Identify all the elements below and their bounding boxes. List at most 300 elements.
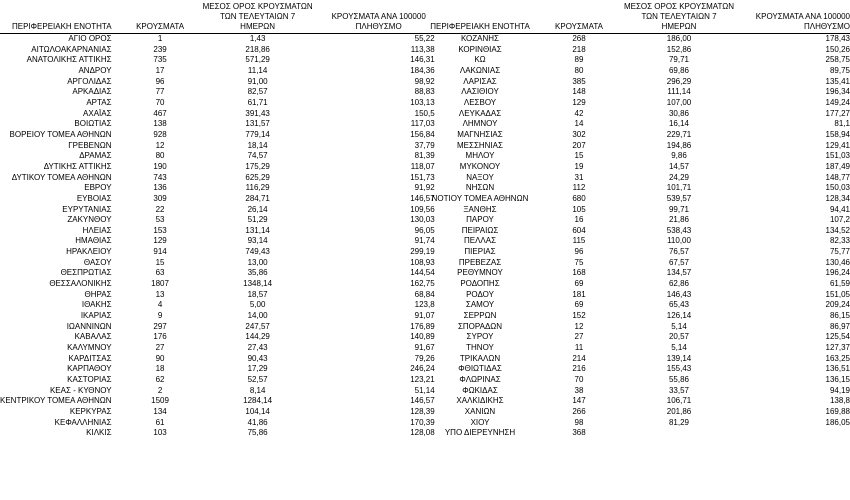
- cell-avg-7-days: 20,57: [668, 332, 690, 342]
- cell-per-100k: 156,84: [410, 129, 435, 139]
- cell-cases: 268: [572, 34, 586, 43]
- cell-per-100k: 113,38: [410, 44, 435, 54]
- table-row: [0, 55, 445, 66]
- table-row: [0, 151, 445, 162]
- cell-per-100k: 130,03: [410, 215, 435, 225]
- cell-per-100k: 125,54: [825, 332, 850, 342]
- table-row: [0, 375, 445, 386]
- table-row: [425, 34, 850, 45]
- cell-cases: 12: [574, 321, 584, 331]
- table-row: [0, 364, 445, 375]
- cell-avg-7-days: 107,00: [666, 97, 692, 107]
- cell-cases: 1807: [151, 279, 169, 289]
- table-row: [0, 205, 445, 216]
- cell-per-100k: 187,49: [825, 161, 850, 171]
- cell-avg-7-days: 139,14: [666, 353, 692, 363]
- cell-avg-7-days: 16,14: [668, 119, 690, 129]
- cell-cases: 69: [574, 279, 584, 289]
- table-row: [425, 151, 850, 162]
- table-row: [425, 226, 850, 237]
- table-row: [425, 418, 850, 429]
- cell-cases: 136: [153, 183, 167, 193]
- table-row: [425, 109, 850, 120]
- cell-per-100k: [735, 428, 850, 439]
- cell-cases: 98: [574, 417, 584, 427]
- cell-region: ΜΕΣΣΗΝΙΑΣ: [457, 140, 503, 150]
- cell-cases: 1509: [151, 396, 169, 406]
- table-row: [0, 183, 445, 194]
- cell-cases: 12: [155, 140, 165, 150]
- header-region: ΠΕΡΙΦΕΡΕΙΑΚΗ ΕΝΟΤΗΤΑ: [0, 0, 118, 34]
- cell-cases: 42: [574, 108, 584, 118]
- header-cases: ΚΡΟΥΣΜΑΤΑ: [118, 0, 203, 34]
- cell-cases: 309: [153, 193, 167, 203]
- cell-per-100k: 91,74: [414, 236, 435, 246]
- cell-per-100k: 98,92: [414, 76, 435, 86]
- cell-region: ΣΥΡΟΥ: [466, 332, 494, 342]
- table-row: [425, 268, 850, 279]
- cell-avg-7-days: 186,00: [666, 34, 692, 43]
- cell-avg-7-days: 5,00: [249, 300, 266, 310]
- cell-region: ΚΕΝΤΡΙΚΟΥ ΤΟΜΕΑ ΑΘΗΝΩΝ: [0, 396, 112, 406]
- table-row: [425, 322, 850, 333]
- cell-per-100k: 81,1: [834, 119, 850, 129]
- cell-region: ΚΙΛΚΙΣ: [86, 428, 112, 438]
- cell-region: ΑΡΚΑΔΙΑΣ: [72, 87, 112, 97]
- cell-per-100k: 82,33: [829, 236, 850, 246]
- cell-avg-7-days: 67,57: [668, 257, 690, 267]
- cell-region: ΔΥΤΙΚΟΥ ΤΟΜΕΑ ΑΘΗΝΩΝ: [11, 172, 112, 182]
- cell-region: ΥΠΟ ΔΙΕΡΕΥΝΗΣΗ: [444, 428, 516, 438]
- cell-cases: 80: [155, 151, 165, 161]
- cell-per-100k: 88,83: [414, 87, 435, 97]
- cell-per-100k: 127,37: [825, 343, 850, 353]
- cell-per-100k: 128,08: [410, 428, 435, 438]
- table-row: [425, 311, 850, 322]
- cell-per-100k: 149,24: [825, 97, 850, 107]
- cell-per-100k: 138,8: [829, 396, 850, 406]
- cell-avg-7-days: 18,57: [247, 289, 268, 299]
- table-row: [0, 236, 445, 247]
- cell-region: ΚΕΡΚΥΡΑΣ: [69, 406, 112, 416]
- cell-avg-7-days: 749,43: [245, 247, 270, 257]
- table-row: [425, 45, 850, 56]
- cell-per-100k: 169,88: [825, 406, 850, 416]
- cell-cases: 70: [574, 375, 584, 384]
- cell-per-100k: 209,24: [825, 300, 850, 310]
- cell-avg-7-days: 106,71: [666, 396, 692, 406]
- cell-region: ΛΕΥΚΑΔΑΣ: [458, 108, 502, 118]
- cell-region: ΒΟΡΕΙΟΥ ΤΟΜΕΑ ΑΘΗΝΩΝ: [9, 129, 112, 139]
- table-row: [425, 215, 850, 226]
- cell-avg-7-days: 571,29: [245, 55, 270, 65]
- cell-region: ΜΑΓΝΗΣΙΑΣ: [457, 129, 503, 139]
- table-row: [0, 428, 445, 439]
- cell-per-100k: 91,92: [414, 183, 435, 193]
- table-header-row: [0, 0, 445, 34]
- table-row: [425, 300, 850, 311]
- cell-avg-7-days: 76,57: [668, 247, 690, 257]
- cell-per-100k: 176,89: [410, 321, 435, 331]
- cell-cases: 138: [153, 119, 167, 129]
- cell-avg-7-days: 11,14: [247, 65, 268, 75]
- cell-avg-7-days: 55,86: [668, 375, 690, 384]
- cell-cases: 214: [572, 353, 586, 363]
- cell-avg-7-days: 284,71: [245, 193, 270, 203]
- cell-avg-7-days: 538,43: [666, 225, 692, 235]
- cell-region: ΘΕΣΣΑΛΟΝΙΚΗΣ: [49, 279, 112, 289]
- cell-per-100k: 246,24: [410, 364, 435, 374]
- cell-cases: 70: [155, 97, 165, 107]
- cell-per-100k: 158,94: [825, 129, 850, 139]
- cell-region: ΦΩΚΙΔΑΣ: [462, 385, 498, 395]
- cell-cases: 17: [155, 65, 165, 75]
- cell-cases: 96: [155, 76, 165, 86]
- cell-per-100k: 184,36: [410, 65, 435, 75]
- cell-avg-7-days: 13,00: [247, 257, 268, 267]
- cell-per-100k: 79,26: [414, 353, 435, 363]
- cell-cases: 27: [155, 343, 165, 353]
- cell-region: ΧΑΛΚΙΔΙΚΗΣ: [456, 396, 504, 406]
- cell-cases: 176: [153, 332, 167, 342]
- cell-cases: 15: [155, 257, 165, 267]
- cell-per-100k: 91,67: [414, 343, 435, 353]
- cell-avg-7-days: 30,86: [668, 108, 690, 118]
- table-row: [0, 109, 445, 120]
- cell-region: ΚΟΡΙΝΘΙΑΣ: [458, 44, 502, 54]
- cell-region: ΑΧΑΪΑΣ: [83, 108, 112, 118]
- cell-region: ΛΕΣΒΟΥ: [463, 97, 497, 107]
- table-row: [425, 364, 850, 375]
- cell-region: ΔΡΑΜΑΣ: [79, 151, 112, 161]
- cell-cases: 115: [572, 236, 586, 246]
- table-row: [0, 87, 445, 98]
- cell-region: ΕΥΡΥΤΑΝΙΑΣ: [62, 204, 112, 214]
- cell-region: ΧΙΟΥ: [470, 417, 490, 427]
- table-row: [425, 258, 850, 269]
- table-row: [0, 247, 445, 258]
- cell-per-100k: 150,03: [825, 183, 850, 193]
- table-row: [425, 290, 850, 301]
- cell-region: ΑΡΤΑΣ: [86, 97, 112, 107]
- cell-per-100k: 136,15: [825, 375, 850, 384]
- cell-avg-7-days: 144,29: [245, 332, 270, 342]
- cell-avg-7-days: 1,43: [249, 34, 266, 43]
- cell-avg-7-days: 247,57: [245, 321, 270, 331]
- cell-avg-7-days: 82,57: [247, 87, 268, 97]
- cell-region: ΤΗΝΟΥ: [466, 343, 494, 353]
- cell-avg-7-days: 75,86: [247, 428, 268, 438]
- cell-cases: 63: [155, 268, 165, 278]
- cell-cases: 96: [574, 247, 584, 257]
- cell-avg-7-days: 52,57: [247, 375, 268, 384]
- cell-avg-7-days: 14,57: [668, 161, 690, 171]
- cell-region: ΣΕΡΡΩΝ: [463, 311, 497, 321]
- cell-per-100k: 163,25: [825, 353, 850, 363]
- table-row: [425, 173, 850, 184]
- cell-region: ΚΕΑΣ - ΚΥΘΝΟΥ: [49, 385, 112, 395]
- cell-cases: 302: [572, 129, 586, 139]
- cell-cases: 181: [572, 289, 586, 299]
- table-row: [425, 236, 850, 247]
- cell-cases: 928: [153, 129, 167, 139]
- cell-cases: 13: [155, 289, 165, 299]
- cell-per-100k: 55,22: [414, 34, 435, 43]
- cell-cases: 2: [157, 385, 163, 395]
- cell-avg-7-days: 61,71: [247, 97, 268, 107]
- table-row: [425, 66, 850, 77]
- table-row: [0, 311, 445, 322]
- cell-region: ΚΑΒΑΛΑΣ: [74, 332, 112, 342]
- table-row: [0, 258, 445, 269]
- cell-region: ΦΘΙΩΤΙΔΑΣ: [458, 364, 502, 374]
- cell-avg-7-days: 111,14: [667, 87, 691, 97]
- cell-cases: 153: [153, 225, 167, 235]
- cell-per-100k: 136,51: [825, 364, 850, 374]
- cell-region: ΗΡΑΚΛΕΙΟΥ: [66, 247, 112, 257]
- cell-avg-7-days: 93,14: [247, 236, 268, 246]
- cell-per-100k: 86,15: [829, 311, 850, 321]
- cell-avg-7-days: 391,43: [245, 108, 270, 118]
- cell-region: ΙΩΑΝΝΙΝΩΝ: [66, 321, 112, 331]
- cell-region: ΠΕΙΡΑΙΩΣ: [461, 225, 499, 235]
- cell-avg-7-days: 27,43: [247, 343, 268, 353]
- cell-cases: 914: [153, 247, 167, 257]
- cell-per-100k: 151,03: [825, 151, 850, 161]
- table-row: [0, 322, 445, 333]
- cell-region: ΡΟΔΟΠΗΣ: [460, 279, 500, 289]
- cell-region: ΛΑΣΙΘΙΟΥ: [461, 87, 499, 97]
- table-row: [425, 87, 850, 98]
- left-table-panel: [0, 0, 445, 439]
- cell-avg-7-days: [623, 428, 735, 439]
- cell-per-100k: 117,03: [410, 119, 435, 129]
- table-row: [0, 66, 445, 77]
- cell-region: ΚΩ: [474, 55, 486, 65]
- table-row: [0, 34, 445, 45]
- cell-avg-7-days: 116,29: [245, 183, 270, 193]
- cell-cases: 216: [572, 364, 586, 374]
- cell-region: ΜΗΛΟΥ: [465, 151, 495, 161]
- table-row: [0, 45, 445, 56]
- header-cases-per-100k: ΚΡΟΥΣΜΑΤΑ ΑΝΑ 100000 ΠΛΗΘΥΣΜΟ: [313, 0, 445, 34]
- table-row: [0, 226, 445, 237]
- cell-per-100k: 196,34: [825, 87, 850, 97]
- table-row: [425, 332, 850, 343]
- cell-region: ΣΑΜΟΥ: [465, 300, 495, 310]
- cell-per-100k: 186,05: [825, 417, 850, 427]
- cell-cases: 743: [153, 172, 167, 182]
- cell-per-100k: 178,43: [825, 34, 850, 43]
- cell-avg-7-days: 779,14: [245, 129, 270, 139]
- table-row: [0, 268, 445, 279]
- cell-per-100k: 144,54: [410, 268, 435, 278]
- cell-region: ΑΓΙΟ ΟΡΟΣ: [68, 34, 112, 43]
- cell-avg-7-days: 5,14: [671, 343, 687, 353]
- table-row: [0, 98, 445, 109]
- cell-cases: 31: [574, 172, 584, 182]
- cell-region: ΙΚΑΡΙΑΣ: [80, 311, 112, 321]
- cell-cases: 604: [572, 225, 586, 235]
- cell-cases: 77: [155, 87, 165, 97]
- cell-region: ΛΗΜΝΟΥ: [462, 119, 498, 129]
- cell-cases: 61: [155, 417, 165, 427]
- cell-avg-7-days: 201,86: [666, 406, 692, 416]
- cell-avg-7-days: 69,86: [668, 65, 690, 75]
- cell-avg-7-days: 90,43: [247, 353, 268, 363]
- cell-cases: 9: [157, 311, 163, 321]
- cell-cases: 297: [153, 321, 167, 331]
- cell-region: ΚΑΡΠΑΘΟΥ: [67, 364, 112, 374]
- cell-region: ΘΑΣΟΥ: [83, 257, 112, 267]
- cell-region: ΘΗΡΑΣ: [84, 289, 112, 299]
- cell-region: ΠΕΛΛΑΣ: [463, 236, 497, 246]
- cell-per-100k: 150,26: [825, 44, 850, 54]
- cell-avg-7-days: 1348,14: [243, 279, 273, 289]
- cell-per-100k: 96,05: [414, 225, 435, 235]
- table-row: [425, 119, 850, 130]
- cell-cases: 22: [155, 204, 165, 214]
- cell-cases: 129: [572, 97, 586, 107]
- cell-region: ΖΑΚΥΝΘΟΥ: [67, 215, 112, 225]
- cell-cases: 75: [574, 257, 584, 267]
- cell-per-100k: 150,5: [414, 108, 435, 118]
- cell-per-100k: 177,27: [825, 108, 850, 118]
- cell-cases: 152: [572, 311, 586, 321]
- table-header-row: [425, 0, 850, 34]
- cell-cases: 218: [572, 44, 586, 54]
- table-row: [0, 130, 445, 141]
- cell-avg-7-days: 1284,14: [243, 396, 273, 406]
- cell-avg-7-days: 155,43: [666, 364, 692, 374]
- cell-region: ΑΝΔΡΟΥ: [78, 65, 112, 75]
- cell-per-100k: 151,05: [825, 289, 850, 299]
- cell-per-100k: 130,46: [825, 257, 850, 267]
- table-row: [425, 77, 850, 88]
- cell-per-100k: 103,13: [410, 97, 435, 107]
- cell-region: ΡΕΘΥΜΝΟΥ: [457, 268, 503, 278]
- cell-cases: 80: [574, 65, 584, 75]
- cell-avg-7-days: 194,86: [666, 140, 692, 150]
- cell-per-100k: 94,19: [829, 385, 850, 395]
- cell-per-100k: 140,89: [410, 332, 435, 342]
- cell-avg-7-days: 5,14: [671, 321, 687, 331]
- table-row: [0, 162, 445, 173]
- cell-per-100k: 61,59: [829, 279, 850, 289]
- cell-cases: 148: [572, 87, 586, 97]
- cell-cases: 90: [155, 353, 165, 363]
- cell-per-100k: 148,77: [825, 172, 850, 182]
- cell-avg-7-days: 21,86: [668, 215, 690, 225]
- cell-region: ΚΑΛΥΜΝΟΥ: [67, 343, 112, 353]
- cell-region: ΓΡΕΒΕΝΩΝ: [68, 140, 112, 150]
- cell-avg-7-days: 218,86: [245, 44, 270, 54]
- cell-cases: 207: [572, 140, 586, 150]
- cell-per-100k: 109,56: [410, 204, 435, 214]
- cell-region: ΡΟΔΟΥ: [466, 289, 494, 299]
- cell-region: ΑΙΤΩΛΟΑΚΑΡΝΑΝΙΑΣ: [31, 44, 112, 54]
- table-row: [0, 290, 445, 301]
- cell-per-100k: 162,75: [410, 279, 435, 289]
- cell-avg-7-days: 104,14: [245, 406, 270, 416]
- cell-cases: 680: [572, 193, 586, 203]
- cell-per-100k: 75,77: [829, 247, 850, 257]
- cell-region: ΑΡΓΟΛΙΔΑΣ: [67, 76, 112, 86]
- cell-region: ΘΕΣΠΡΩΤΙΑΣ: [60, 268, 112, 278]
- cell-avg-7-days: 175,29: [245, 161, 270, 171]
- cell-per-100k: 86,97: [829, 321, 850, 331]
- cell-cases: 103: [153, 428, 167, 438]
- cell-per-100k: 134,52: [825, 225, 850, 235]
- cell-cases: 105: [572, 204, 586, 214]
- cell-avg-7-days: 152,86: [666, 44, 692, 54]
- cell-per-100k: 299,19: [410, 247, 435, 257]
- cell-region: ΚΕΦΑΛΛΗΝΙΑΣ: [54, 417, 112, 427]
- cell-avg-7-days: 17,29: [247, 364, 268, 374]
- table-row: [0, 332, 445, 343]
- cell-region: ΣΠΟΡΑΔΩΝ: [457, 321, 503, 331]
- cell-cases: 1: [157, 34, 163, 43]
- cell-avg-7-days: 91,00: [247, 76, 268, 86]
- cell-region: ΕΒΡΟΥ: [84, 183, 112, 193]
- cell-region: ΞΑΝΘΗΣ: [463, 204, 497, 214]
- cell-avg-7-days: 99,71: [668, 204, 690, 214]
- cell-avg-7-days: 131,14: [245, 225, 270, 235]
- cell-cases: 467: [153, 108, 167, 118]
- cell-cases: 239: [153, 44, 167, 54]
- cell-cases: 69: [574, 300, 584, 310]
- cell-cases: 735: [153, 55, 167, 65]
- table-row: [0, 396, 445, 407]
- cell-cases: 19: [574, 161, 584, 171]
- cell-region: ΔΥΤΙΚΗΣ ΑΤΤΙΚΗΣ: [43, 161, 112, 171]
- cell-cases: 11: [574, 343, 584, 353]
- cell-cases: 134: [153, 406, 167, 416]
- table-row: [0, 407, 445, 418]
- cell-cases: 129: [153, 236, 167, 246]
- cell-cases: 89: [574, 55, 584, 65]
- cell-per-100k: 170,39: [410, 417, 435, 427]
- cell-cases: 62: [155, 375, 165, 384]
- cell-avg-7-days: 131,57: [245, 119, 270, 129]
- table-row: [425, 375, 850, 386]
- table-row: [425, 343, 850, 354]
- cell-per-100k: 146,57: [410, 396, 435, 406]
- cell-avg-7-days: 18,14: [247, 140, 268, 150]
- cell-avg-7-days: 74,57: [247, 151, 268, 161]
- cell-per-100k: 123,21: [410, 375, 435, 384]
- table-row: [425, 247, 850, 258]
- cell-avg-7-days: 33,57: [668, 385, 690, 395]
- cell-per-100k: 151,73: [410, 172, 435, 182]
- table-row: [0, 343, 445, 354]
- cell-cases: 266: [572, 406, 586, 416]
- table-row: [425, 141, 850, 152]
- cell-cases: 385: [572, 76, 586, 86]
- cell-cases: 4: [157, 300, 163, 310]
- cell-region: ΚΑΡΔΙΤΣΑΣ: [68, 353, 112, 363]
- cell-cases: 190: [153, 161, 167, 171]
- table-row: [0, 279, 445, 290]
- cell-avg-7-days: 229,71: [666, 129, 692, 139]
- cell-avg-7-days: 62,86: [668, 279, 690, 289]
- cell-region: ΝΑΞΟΥ: [466, 172, 494, 182]
- cell-cases: 18: [155, 364, 165, 374]
- table-row: [0, 300, 445, 311]
- cell-per-100k: 128,39: [410, 406, 435, 416]
- cell-region: ΧΑΝΙΩΝ: [464, 406, 496, 416]
- cell-region: ΝΟΤΙΟΥ ΤΟΜΕΑ ΑΘΗΝΩΝ: [431, 193, 529, 203]
